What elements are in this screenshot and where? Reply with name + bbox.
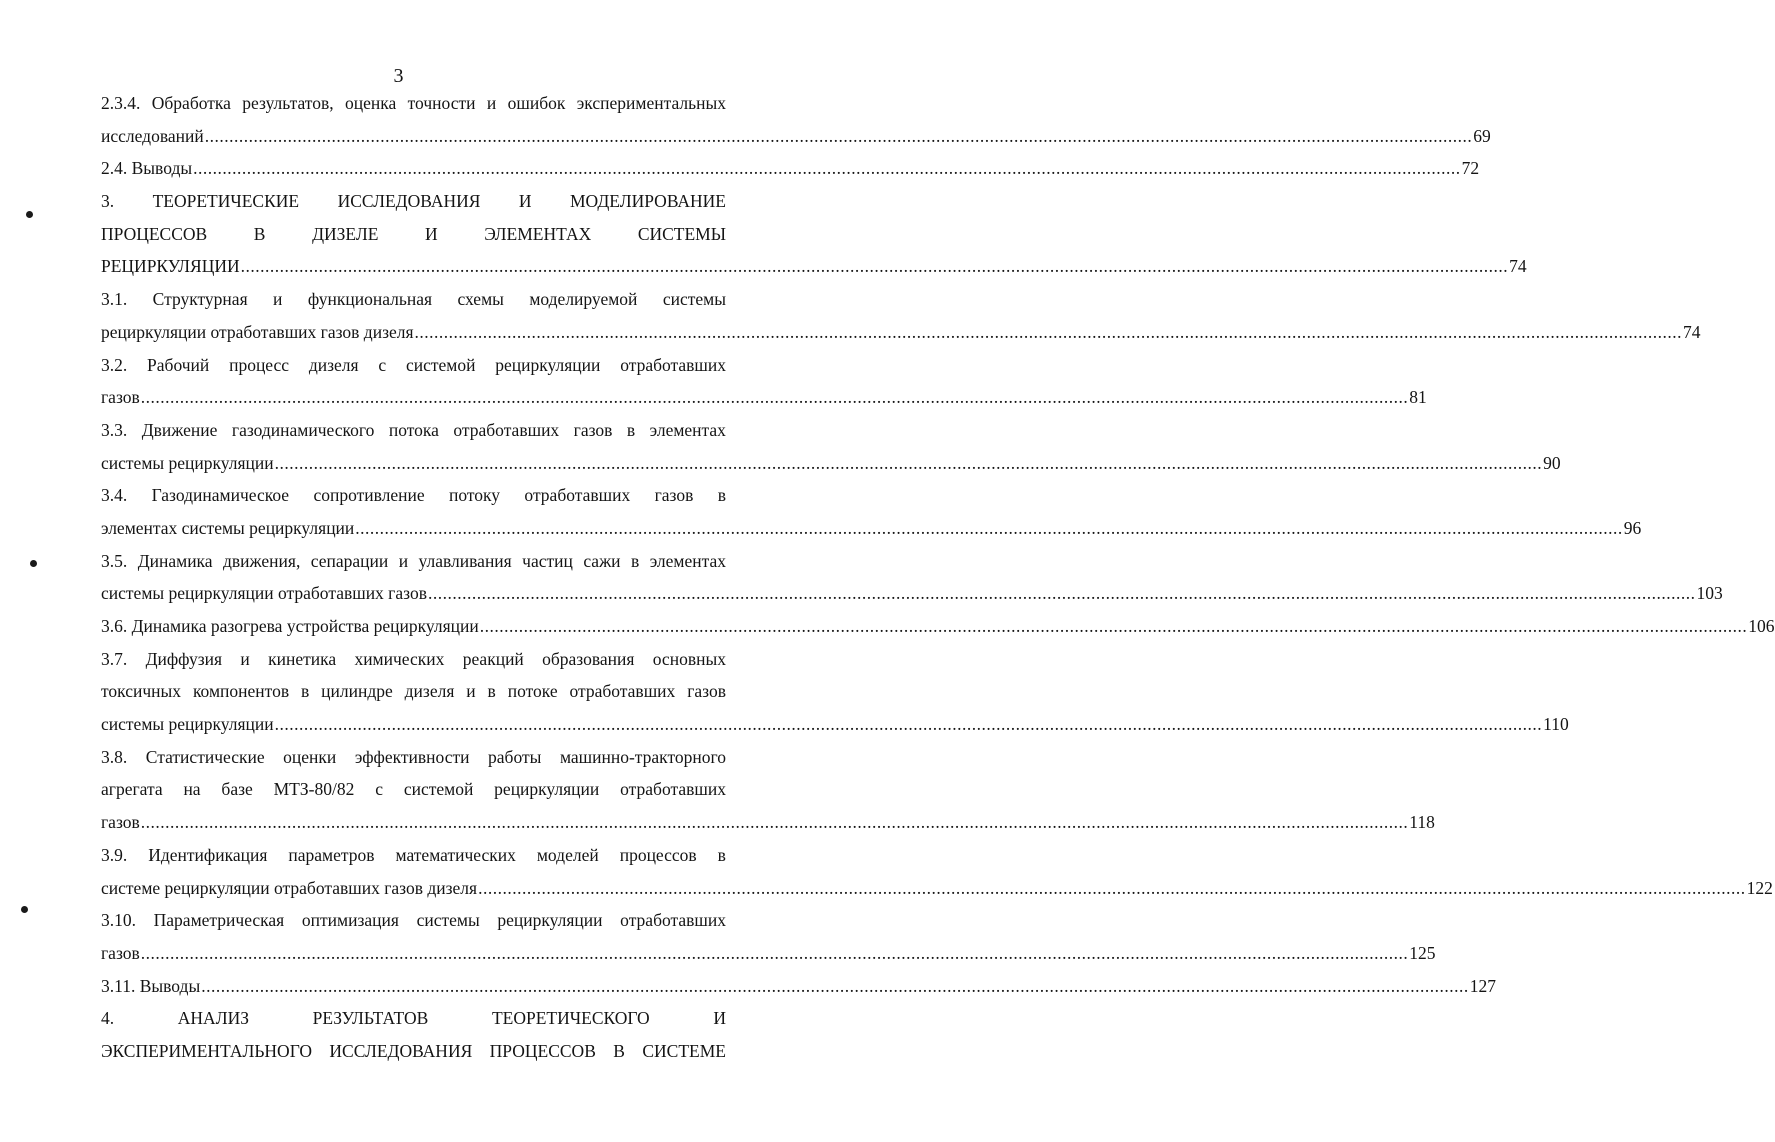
- toc-entry: [101, 414, 1561, 479]
- toc-entry: [101, 349, 1427, 414]
- toc-entry: [101, 87, 1491, 152]
- toc-entry: [101, 479, 1642, 544]
- toc-entry-line: ЭКСПЕРИМЕНТАЛЬНОГО ИССЛЕДОВАНИЯ ПРОЦЕССОВ В СИСТЕМЕ: [101, 1040, 726, 1061]
- toc-page-number: 90: [1543, 452, 1561, 473]
- toc-page-number: 118: [1409, 812, 1435, 833]
- toc-entry-title: газов: [101, 942, 140, 963]
- toc-entry-last-line: [101, 381, 1427, 414]
- toc-entry-title: 2.4. Выводы: [101, 158, 193, 179]
- toc-entry-last-line: [101, 610, 1775, 643]
- toc-entry-line: 3.9. Идентификация параметров математических моделей процессов в: [101, 844, 726, 865]
- toc-entry-line: 3.2. Рабочий процесс дизеля с системой рециркуляции отработавших: [101, 354, 726, 375]
- toc-entry-last-line: [101, 120, 1491, 153]
- toc-entry-last-line: [101, 872, 1773, 905]
- page-number: 3: [393, 65, 404, 87]
- dot-leader: ....................................................................................................................................................................................................................................................................: [204, 125, 1473, 146]
- toc-page-number: 127: [1469, 975, 1496, 996]
- dot-leader: ....................................................................................................................................................................................................................................................................: [427, 583, 1696, 604]
- dot-leader: ....................................................................................................................................................................................................................................................................: [193, 158, 1461, 179]
- toc-entry-last-line: [101, 970, 1496, 1003]
- toc-page-number: 74: [1509, 256, 1527, 277]
- toc-entry-last-line: [101, 447, 1561, 480]
- dot-leader: ....................................................................................................................................................................................................................................................................: [201, 975, 1469, 996]
- toc-page-number: 96: [1623, 517, 1642, 538]
- toc-page-number: 74: [1683, 321, 1701, 342]
- toc-entry: [101, 283, 1701, 348]
- toc-entry-title: РЕЦИРКУЛЯЦИИ: [101, 256, 240, 277]
- toc-entry-line: 3. ТЕОРЕТИЧЕСКИЕ ИССЛЕДОВАНИЯ И МОДЕЛИРОВАНИЕ: [101, 191, 726, 212]
- toc-entry-line: 3.5. Динамика движения, сепарации и улавливания частиц сажи в элементах: [101, 550, 726, 571]
- toc-page-number: 103: [1696, 583, 1723, 604]
- toc-page-number: 72: [1461, 158, 1480, 179]
- toc-entry: [101, 970, 1496, 1003]
- toc-entry-line: 3.10. Параметрическая оптимизация системы рециркуляции отработавших: [101, 910, 726, 931]
- margin-bullet-3: [21, 906, 28, 913]
- dot-leader: ....................................................................................................................................................................................................................................................................: [274, 452, 1543, 473]
- toc-entry-title: системы рециркуляции отработавших газов: [101, 583, 427, 604]
- toc-entry: [101, 741, 1435, 839]
- dot-leader: ....................................................................................................................................................................................................................................................................: [240, 256, 1509, 277]
- toc-entry-last-line: [101, 577, 1723, 610]
- toc-entry: [101, 1002, 726, 1067]
- toc-entry-title: газов: [101, 812, 140, 833]
- toc-entry-title: 3.6. Динамика разогрева устройства рециркуляции: [101, 616, 479, 636]
- toc-entry-title: газов: [101, 387, 140, 408]
- toc-page-number: 106: [1748, 616, 1775, 636]
- toc-entry-line: 3.7. Диффузия и кинетика химических реакций образования основных: [101, 648, 726, 669]
- toc-page-number: 125: [1409, 942, 1436, 963]
- toc-entry-last-line: [101, 937, 1436, 970]
- toc-entry-last-line: [101, 512, 1642, 545]
- toc-entry-title: исследований: [101, 125, 204, 146]
- toc-entry: [101, 839, 1773, 904]
- toc-entry-line: агрегата на базе МТЗ-80/82 с системой рециркуляции отработавших: [101, 779, 726, 800]
- toc-entry-title: системе рециркуляции отработавших газов дизеля: [101, 877, 478, 898]
- toc-entry-title: 3.11. Выводы: [101, 975, 201, 996]
- toc-entry-line: 3.3. Движение газодинамического потока отработавших газов в элементах: [101, 419, 726, 440]
- margin-bullet-2: [30, 560, 37, 567]
- margin-bullet-1: [26, 211, 33, 218]
- toc-entry: [101, 904, 1436, 969]
- toc-entry-line: 4. АНАЛИЗ РЕЗУЛЬТАТОВ ТЕОРЕТИЧЕСКОГО И: [101, 1008, 726, 1029]
- toc-entry: [101, 152, 1480, 185]
- toc-entry-last-line: [101, 806, 1435, 839]
- toc-entry-line: ПРОЦЕССОВ В ДИЗЕЛЕ И ЭЛЕМЕНТАХ СИСТЕМЫ: [101, 223, 726, 244]
- toc-entry-last-line: [101, 152, 1480, 185]
- toc-entry: [101, 610, 1775, 643]
- dot-leader: ....................................................................................................................................................................................................................................................................: [355, 517, 1623, 538]
- dot-leader: ....................................................................................................................................................................................................................................................................: [140, 942, 1409, 963]
- toc-entry-line: токсичных компонентов в цилиндре дизеля и в потоке отработавших газов: [101, 681, 726, 702]
- toc-page-number: 81: [1409, 387, 1427, 408]
- toc-entry-line: 3.1. Структурная и функциональная схемы моделируемой системы: [101, 289, 726, 310]
- dot-leader: ....................................................................................................................................................................................................................................................................: [479, 616, 1748, 636]
- dot-leader: ....................................................................................................................................................................................................................................................................: [478, 877, 1746, 898]
- toc-entry-line: 3.8. Статистические оценки эффективности работы машинно-тракторного: [101, 746, 726, 767]
- toc-entry-title: рециркуляции отработавших газов дизеля: [101, 321, 414, 342]
- toc-entry-title: системы рециркуляции: [101, 714, 274, 735]
- dot-leader: ....................................................................................................................................................................................................................................................................: [414, 321, 1683, 342]
- dot-leader: ....................................................................................................................................................................................................................................................................: [140, 387, 1409, 408]
- toc-page-number: 110: [1543, 714, 1569, 735]
- toc-entry-last-line: [101, 708, 1569, 741]
- toc-entry-line: 3.4. Газодинамическое сопротивление потоку отработавших газов в: [101, 485, 726, 506]
- dot-leader: ....................................................................................................................................................................................................................................................................: [274, 714, 1543, 735]
- toc-page-number: 122: [1746, 877, 1773, 898]
- toc-entry: [101, 545, 1723, 610]
- dot-leader: ....................................................................................................................................................................................................................................................................: [140, 812, 1409, 833]
- toc-entry: [101, 185, 1527, 283]
- toc-entry-title: элементах системы рециркуляции: [101, 517, 355, 538]
- toc-entry-last-line: [101, 250, 1527, 283]
- toc-entry: [101, 643, 1569, 741]
- toc-entry-title: системы рециркуляции: [101, 452, 274, 473]
- toc-page-number: 69: [1473, 125, 1491, 146]
- toc-entry-line: 2.3.4. Обработка результатов, оценка точности и ошибок экспериментальных: [101, 93, 726, 113]
- table-of-contents: [101, 87, 1775, 1068]
- toc-entry-last-line: [101, 316, 1701, 349]
